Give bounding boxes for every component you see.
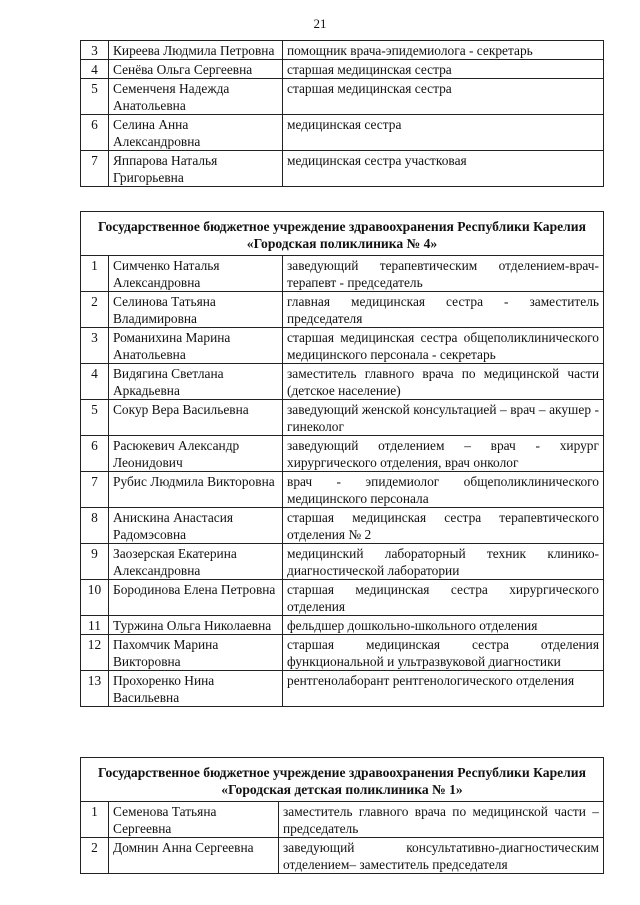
member-name: Романихина Марина Анатольевна <box>109 328 283 364</box>
row-number: 11 <box>81 616 109 635</box>
commission-table-continued <box>80 40 604 187</box>
table-row <box>81 580 604 616</box>
member-position: заведующий отделением – врач - хирург хирургического отделения, врач онколог <box>283 436 604 472</box>
member-position: заведующий терапевтическим отделением-врач-терапевт - председатель <box>283 256 604 292</box>
table-row <box>81 635 604 671</box>
member-name: Сокур Вера Васильевна <box>109 400 283 436</box>
member-name: Заозерская Екатерина Александровна <box>109 544 283 580</box>
table3-body <box>81 758 604 874</box>
institution-name: Государственное бюджетное учреждение здравоохранения Республики Карелия «Городская детская поликлиника № 1» <box>81 758 604 802</box>
member-name: Туржина Ольга Николаевна <box>109 616 283 635</box>
commission-table-polyclinic-4 <box>80 211 604 707</box>
table-row <box>81 292 604 328</box>
member-name: Прохоренко Нина Васильевна <box>109 671 283 707</box>
member-position: старшая медицинская сестра отделения функциональной и ультразвуковой диагностики <box>283 635 604 671</box>
member-name: Сенёва Ольга Сергеевна <box>109 60 283 79</box>
member-name: Видягина Светлана Аркадьевна <box>109 364 283 400</box>
table-row <box>81 544 604 580</box>
row-number: 6 <box>81 436 109 472</box>
member-name: Расюкевич Александр Леонидович <box>109 436 283 472</box>
member-position: рентгенолаборант рентгенологического отделения <box>283 671 604 707</box>
row-number: 2 <box>81 838 109 874</box>
row-number: 3 <box>81 41 109 60</box>
row-number: 9 <box>81 544 109 580</box>
member-position: медицинский лабораторный техник клинико-диагностической лаборатории <box>283 544 604 580</box>
page-number: 21 <box>313 16 327 31</box>
table-row <box>81 671 604 707</box>
row-number: 1 <box>81 256 109 292</box>
row-number: 13 <box>81 671 109 707</box>
member-name: Бородинова Елена Петровна <box>109 580 283 616</box>
row-number: 5 <box>81 400 109 436</box>
member-position: старшая медицинская сестра хирургического отделения <box>283 580 604 616</box>
table-row <box>81 328 604 364</box>
member-position: старшая медицинская сестра общеполиклинического медицинского персонала - секретарь <box>283 328 604 364</box>
table-row <box>81 60 604 79</box>
row-number: 4 <box>81 60 109 79</box>
member-position: фельдшер дошкольно-школьного отделения <box>283 616 604 635</box>
member-name: Домнин Анна Сергеевна <box>109 838 279 874</box>
table-row <box>81 151 604 187</box>
member-position: заведующий консультативно-диагностическим отделением– заместитель председателя <box>279 838 604 874</box>
member-position: старшая медицинская сестра терапевтического отделения № 2 <box>283 508 604 544</box>
member-position: помощник врача-эпидемиолога - секретарь <box>283 41 604 60</box>
table-row <box>81 256 604 292</box>
member-name: Селинова Татьяна Владимировна <box>109 292 283 328</box>
row-number: 12 <box>81 635 109 671</box>
table2-body <box>81 212 604 707</box>
member-name: Киреева Людмила Петровна <box>109 41 283 60</box>
table-row <box>81 436 604 472</box>
row-number: 7 <box>81 472 109 508</box>
table-row <box>81 616 604 635</box>
table-row <box>81 802 604 838</box>
row-number: 8 <box>81 508 109 544</box>
table1-body <box>81 41 604 187</box>
table-row <box>81 838 604 874</box>
member-name: Семенченя Надежда Анатольевна <box>109 79 283 115</box>
member-name: Рубис Людмила Викторовна <box>109 472 283 508</box>
commission-table-children-polyclinic-1 <box>80 757 604 874</box>
institution-name: Государственное бюджетное учреждение здравоохранения Республики Карелия «Городская поликлиника № 4» <box>81 212 604 256</box>
row-number: 10 <box>81 580 109 616</box>
table-row <box>81 508 604 544</box>
table-row <box>81 364 604 400</box>
member-name: Симченко Наталья Александровна <box>109 256 283 292</box>
member-position: медицинская сестра участковая <box>283 151 604 187</box>
member-position: старшая медицинская сестра <box>283 60 604 79</box>
member-position: заведующий женской консультацией – врач – акушер - гинеколог <box>283 400 604 436</box>
row-number: 5 <box>81 79 109 115</box>
table-row <box>81 472 604 508</box>
member-name: Пахомчик Марина Викторовна <box>109 635 283 671</box>
table-row <box>81 79 604 115</box>
member-position: заместитель главного врача по медицинской части (детское население) <box>283 364 604 400</box>
member-position: заместитель главного врача по медицинской части – председатель <box>279 802 604 838</box>
member-name: Анискина Анастасия Радомэсовна <box>109 508 283 544</box>
table-row <box>81 400 604 436</box>
member-position: медицинская сестра <box>283 115 604 151</box>
member-name: Яппарова Наталья Григорьевна <box>109 151 283 187</box>
institution-header-row <box>81 212 604 256</box>
member-position: главная медицинская сестра - заместитель председателя <box>283 292 604 328</box>
row-number: 7 <box>81 151 109 187</box>
row-number: 1 <box>81 802 109 838</box>
row-number: 2 <box>81 292 109 328</box>
member-name: Семенова Татьяна Сергеевна <box>109 802 279 838</box>
table-row <box>81 115 604 151</box>
row-number: 6 <box>81 115 109 151</box>
table-row <box>81 41 604 60</box>
member-name: Селина Анна Александровна <box>109 115 283 151</box>
member-position: старшая медицинская сестра <box>283 79 604 115</box>
member-position: врач - эпидемиолог общеполиклинического медицинского персонала <box>283 472 604 508</box>
row-number: 3 <box>81 328 109 364</box>
institution-header-row <box>81 758 604 802</box>
row-number: 4 <box>81 364 109 400</box>
